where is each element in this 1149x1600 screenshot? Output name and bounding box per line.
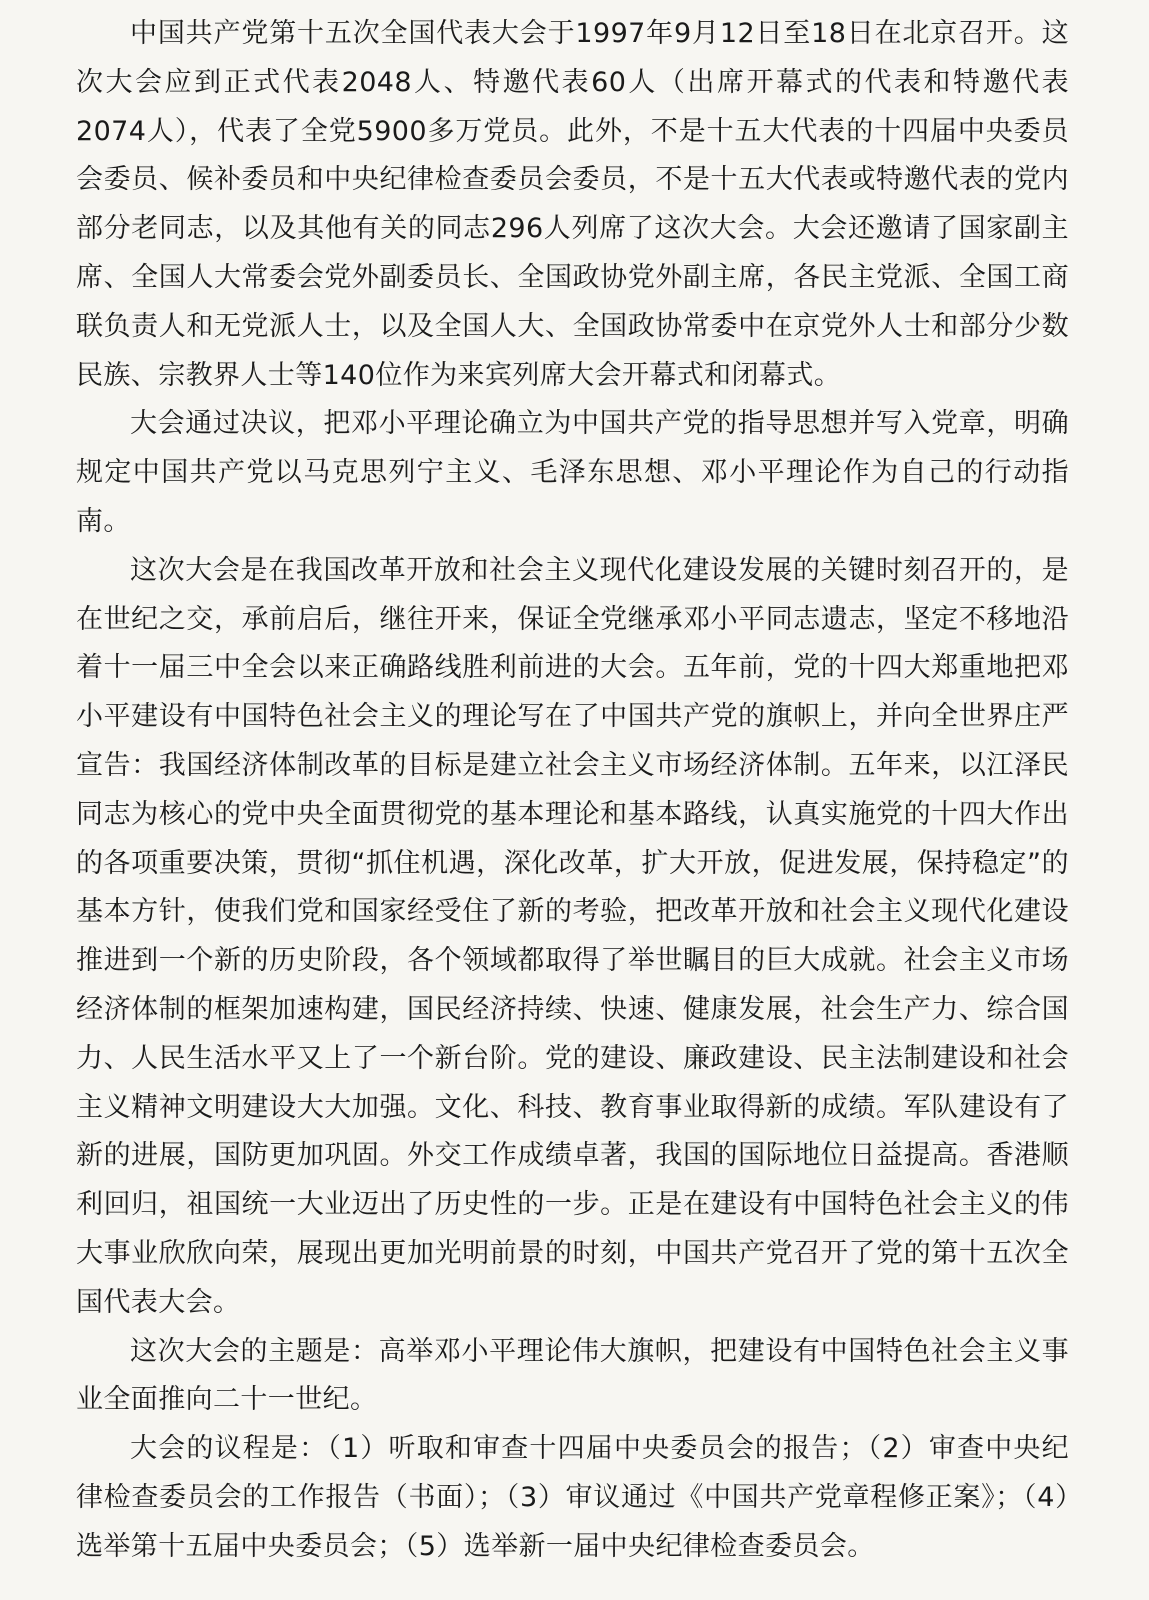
paragraph-historical-context: 这次大会是在我国改革开放和社会主义现代化建设发展的关键时刻召开的，是在世纪之交，承前启后，继往开来，保证全党继承邓小平同志遗志，坚定不移地沿着十一届三中全会以来正确路线胜利前进的大会。五年前，党的十四大郑重地把邓小平建设有中国特色社会主义的理论写在了中国共产党的旗帜上，并向全世界庄严宣告：我国经济体制改革的目标是建立社会主义市场经济体制。五年来，以江泽民同志为核心的党中央全面贯彻党的基本理论和基本路线，认真实施党的十四大作出的各项重要决策，贯彻“抓住机遇，深化改革，扩大开放，促进发展，保持稳定”的基本方针，使我们党和国家经受住了新的考验，把改革开放和社会主义现代化建设推进到一个新的历史阶段，各个领域都取得了举世瞩目的巨大成就。社会主义市场经济体制的框架加速构建，国民经济持续、快速、健康发展，社会生产力、综合国力、人民生活水平又上了一个新台阶。党的建设、廉政建设、民主法制建设和社会主义精神文明建设大大加强。文化、科技、教育事业取得新的成绩。军队建设有了新的进展，国防更加巩固。外交工作成绩卓著，我国的国际地位日益提高。香港顺利回归，祖国统一大业迈出了历史性的一步。正是在建设有中国特色社会主义的伟大事业欣欣向荣，展现出更加光明前景的时刻，中国共产党召开了党的第十五次全国代表大会。: [76, 554, 1069, 1318]
paragraph-congress-overview: 中国共产党第十五次全国代表大会于1997年9月12日至18日在北京召开。这次大会应到正式代表2048人、特邀代表60人（出席开幕式的代表和特邀代表2074人），代表了全党5900多万党员。此外，不是十五大代表的十四届中央委员会委员、候补委员和中央纪律检查委员会委员，不是十五大代表或特邀代表的党内部分老同志，以及其他有关的同志296人列席了这次大会。大会还邀请了国家副主席、全国人大常委会党外副委员长、全国政协党外副主席，各民主党派、全国工商联负责人和无党派人士，以及全国人大、全国政协常委中在京党外人士和部分少数民族、宗教界人士等140位作为来宾列席大会开幕式和闭幕式。: [76, 18, 1069, 391]
paragraph-congress-agenda: 大会的议程是：（1）听取和审查十四届中央委员会的报告；（2）审查中央纪律检查委员会的工作报告（书面）；（3）审议通过《中国共产党章程修正案》；（4）选举第十五届中央委员会；（5）选举新一届中央纪律检查委员会。: [76, 1433, 1069, 1562]
paragraph-guiding-thought-resolution: 大会通过决议，把邓小平理论确立为中国共产党的指导思想并写入党章，明确规定中国共产党以马克思列宁主义、毛泽东思想、邓小平理论作为自己的行动指南。: [76, 408, 1069, 537]
paragraph-congress-theme: 这次大会的主题是：高举邓小平理论伟大旗帜，把建设有中国特色社会主义事业全面推向二十一世纪。: [76, 1335, 1069, 1416]
